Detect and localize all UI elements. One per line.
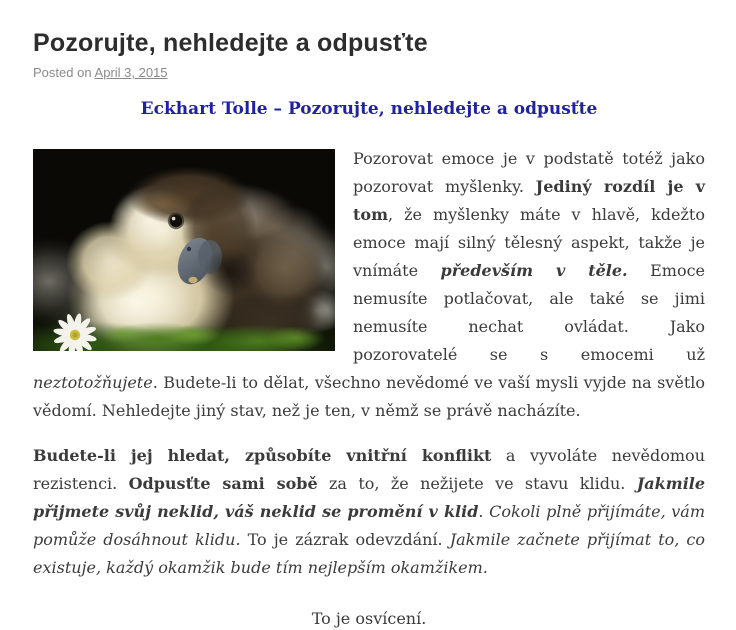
gosling-photo-graphic (33, 149, 335, 351)
text-segment: Jakmile přijmete svůj neklid, váš neklid se promění v klid (33, 474, 706, 521)
text-segment: To je zázrak odevzdání. (240, 530, 450, 549)
text-segment: , že myšlenky máte v hlavě, kdežto emoce mají silný tělesný aspekt, takže je vnímáte (353, 205, 705, 280)
closing-line: To je osvícení. (311, 609, 427, 628)
text-segment: za to, že nežijete ve stavu klidu. (317, 474, 637, 493)
post-title: Pozorujte, nehledejte a odpusťte (33, 29, 428, 57)
text-segment: neztotožňujete (33, 373, 153, 392)
post-content (33, 145, 705, 630)
gosling-duckling-photo (33, 149, 335, 351)
text-segment: Jediný rozdíl je v tom (353, 177, 706, 224)
text-segment: Cokoli plně přijímáte, vám pomůže dosáhnout klidu. (33, 502, 706, 549)
text-segment: Odpusťte sami sobě (128, 474, 318, 493)
text-segment: Budete-li jej hledat, způsobíte vnitřní konflikt (33, 446, 492, 465)
text-segment: . (478, 502, 490, 521)
article-heading: Eckhart Tolle – Pozorujte, nehledejte a odpusťte (140, 99, 598, 119)
text-segment: především v těle. (440, 261, 628, 280)
text-segment: Pozorovat emoce je v podstatě totéž jako pozorovat myšlenky. (353, 149, 705, 196)
paragraph-2 (33, 442, 705, 582)
text-segment: Emoce nemusíte potlačovat, ale také se jimi nemusíte nechat ovládat. Jako pozorovatelé se s emocemi už (353, 261, 706, 364)
post-meta (33, 65, 705, 80)
text-segment: Jakmile začnete přijímat to, co existuje, každý okamžik bude tím nejlepším okamžikem. (33, 530, 705, 577)
text-segment: . Budete-li to dělat, všechno nevědomé ve vaší mysli vyjde na světlo vědomí. Nehledejte jiný stav, než je ten, v němž se právě nacházíte. (33, 373, 705, 420)
posted-on-label: Posted on (33, 65, 92, 80)
text-segment: a vyvoláte nevědomou rezistenci. (33, 446, 705, 493)
post-date-link[interactable]: April 3, 2015 (94, 65, 168, 80)
